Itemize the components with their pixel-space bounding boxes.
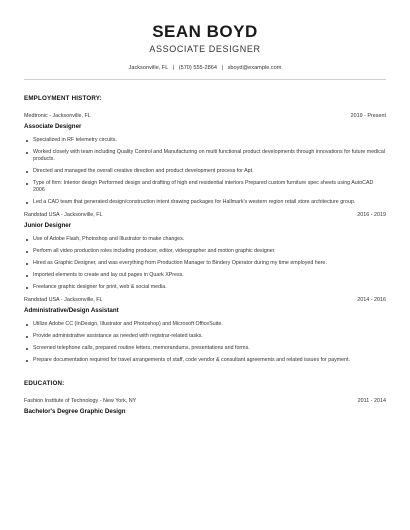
- bullet-text: Freelance graphic designer for print, web & social media.: [33, 284, 167, 290]
- bullet-item: [24, 236, 386, 243]
- job-entry: [24, 212, 386, 291]
- job-role: Junior Designer: [24, 222, 72, 229]
- job-company: Randstad USA - Jacksonville, FL: [24, 212, 103, 218]
- bullet-item: [24, 260, 386, 267]
- bullet-dot-icon: [26, 239, 28, 241]
- bullet-text: Screened telephone calls, prepared routine letters, memorandums, presentations and forms.: [33, 345, 250, 351]
- education-degree: Bachelor's Degree Graphic Design: [24, 408, 126, 415]
- bullet-item: [24, 321, 386, 328]
- bullet-item: [24, 345, 386, 352]
- bullet-text: Prepare documentation required for travel arrangements of staff, code vendor & consultant agreements and related issues for payment.: [33, 357, 351, 363]
- job-bullets: [24, 321, 386, 364]
- contact-phone: (570) 555-2864: [178, 65, 217, 71]
- bullet-text: Utilize Adobe CC (InDesign, Illustrator and Photoshop) and Microsoft OfficeSuite.: [33, 321, 223, 327]
- job-role: Associate Designer: [24, 123, 82, 130]
- bullet-item: [24, 357, 386, 364]
- education-school: Fashion Institute of Technology - New York, NY: [24, 398, 137, 404]
- bullet-dot-icon: [26, 263, 28, 265]
- bullet-dot-icon: [26, 324, 28, 326]
- contact-location: Jacksonville, FL: [128, 65, 169, 71]
- education-heading: EDUCATION:: [24, 380, 65, 387]
- candidate-name: SEAN BOYD: [152, 22, 258, 41]
- job-dates: 2016 - 2019: [357, 212, 386, 218]
- bullet-text: Provide administrative assistance as needed with registrar-related tasks.: [33, 333, 203, 339]
- bullet-item: [24, 149, 386, 163]
- bullet-dot-icon: [26, 360, 28, 362]
- bullet-item: [24, 199, 386, 206]
- bullet-text: Led a CAD team that generated design/construction intent drawing packages for Hallmark's western region retail store architecture group.: [33, 199, 356, 205]
- job-company: Randstad USA - Jacksonville, FL: [24, 297, 103, 303]
- bullet-item: [24, 272, 386, 279]
- bullet-dot-icon: [26, 183, 28, 185]
- bullet-text: Hired as Graphic Designer, and was everything from Production Manager to Bindery Operator during my time employed here.: [33, 260, 327, 266]
- bullet-text: Specialized in RF telemetry circuits.: [33, 137, 117, 143]
- bullet-dot-icon: [26, 287, 28, 289]
- contact-line: [24, 65, 386, 71]
- bullet-item: [24, 333, 386, 340]
- bullet-item: [24, 284, 386, 291]
- job-dates: 2014 - 2016: [357, 297, 386, 303]
- bullet-item: [24, 248, 386, 255]
- education-entry: [24, 398, 386, 415]
- contact-separator: |: [221, 65, 223, 71]
- bullet-dot-icon: [26, 251, 28, 253]
- bullet-item: [24, 180, 386, 194]
- bullet-dot-icon: [26, 152, 28, 154]
- candidate-title: ASSOCIATE DESIGNER: [149, 44, 261, 54]
- job-role: Administrative/Design Assistant: [24, 307, 119, 314]
- bullet-dot-icon: [26, 275, 28, 277]
- bullet-text: Worked closely with team including Quality Control and Manufacturing on multi functional product developments through innovations for future medical products.: [33, 149, 386, 162]
- bullet-text: Imported elements to create and lay out pages in Quark XPress.: [33, 272, 184, 278]
- job-bullets: [24, 236, 386, 291]
- bullet-text: Type of firm: Interior design Performed design and drafting of high end residential interiors Prepared custom furniture spec sheets using AutoCAD 2006: [33, 180, 374, 193]
- job-bullets: [24, 137, 386, 206]
- bullet-item: [24, 137, 386, 144]
- contact-email: sboyd@example.com: [227, 65, 282, 71]
- bullet-dot-icon: [26, 140, 28, 142]
- education-dates: 2011 - 2014: [357, 398, 386, 404]
- employment-heading: EMPLOYMENT HISTORY:: [24, 95, 102, 102]
- job-entry: [24, 297, 386, 364]
- header-divider: [24, 79, 386, 80]
- job-dates: 2019 - Present: [350, 113, 386, 119]
- bullet-dot-icon: [26, 171, 28, 173]
- bullet-dot-icon: [26, 336, 28, 338]
- bullet-text: Directed and managed the overall creative direction and product development process for Apt.: [33, 168, 254, 174]
- job-company: Medtronic - Jacksonville, FL: [24, 113, 91, 119]
- contact-separator: |: [172, 65, 175, 71]
- bullet-item: [24, 168, 386, 175]
- bullet-dot-icon: [26, 348, 28, 350]
- bullet-text: Use of Adobe Flash, Photoshop and Illustrator to make changes.: [33, 236, 185, 242]
- bullet-text: Perform all video production roles including producer, editor, videographer and motion graphic designer.: [33, 248, 276, 254]
- bullet-dot-icon: [26, 202, 28, 204]
- job-entry: [24, 113, 386, 206]
